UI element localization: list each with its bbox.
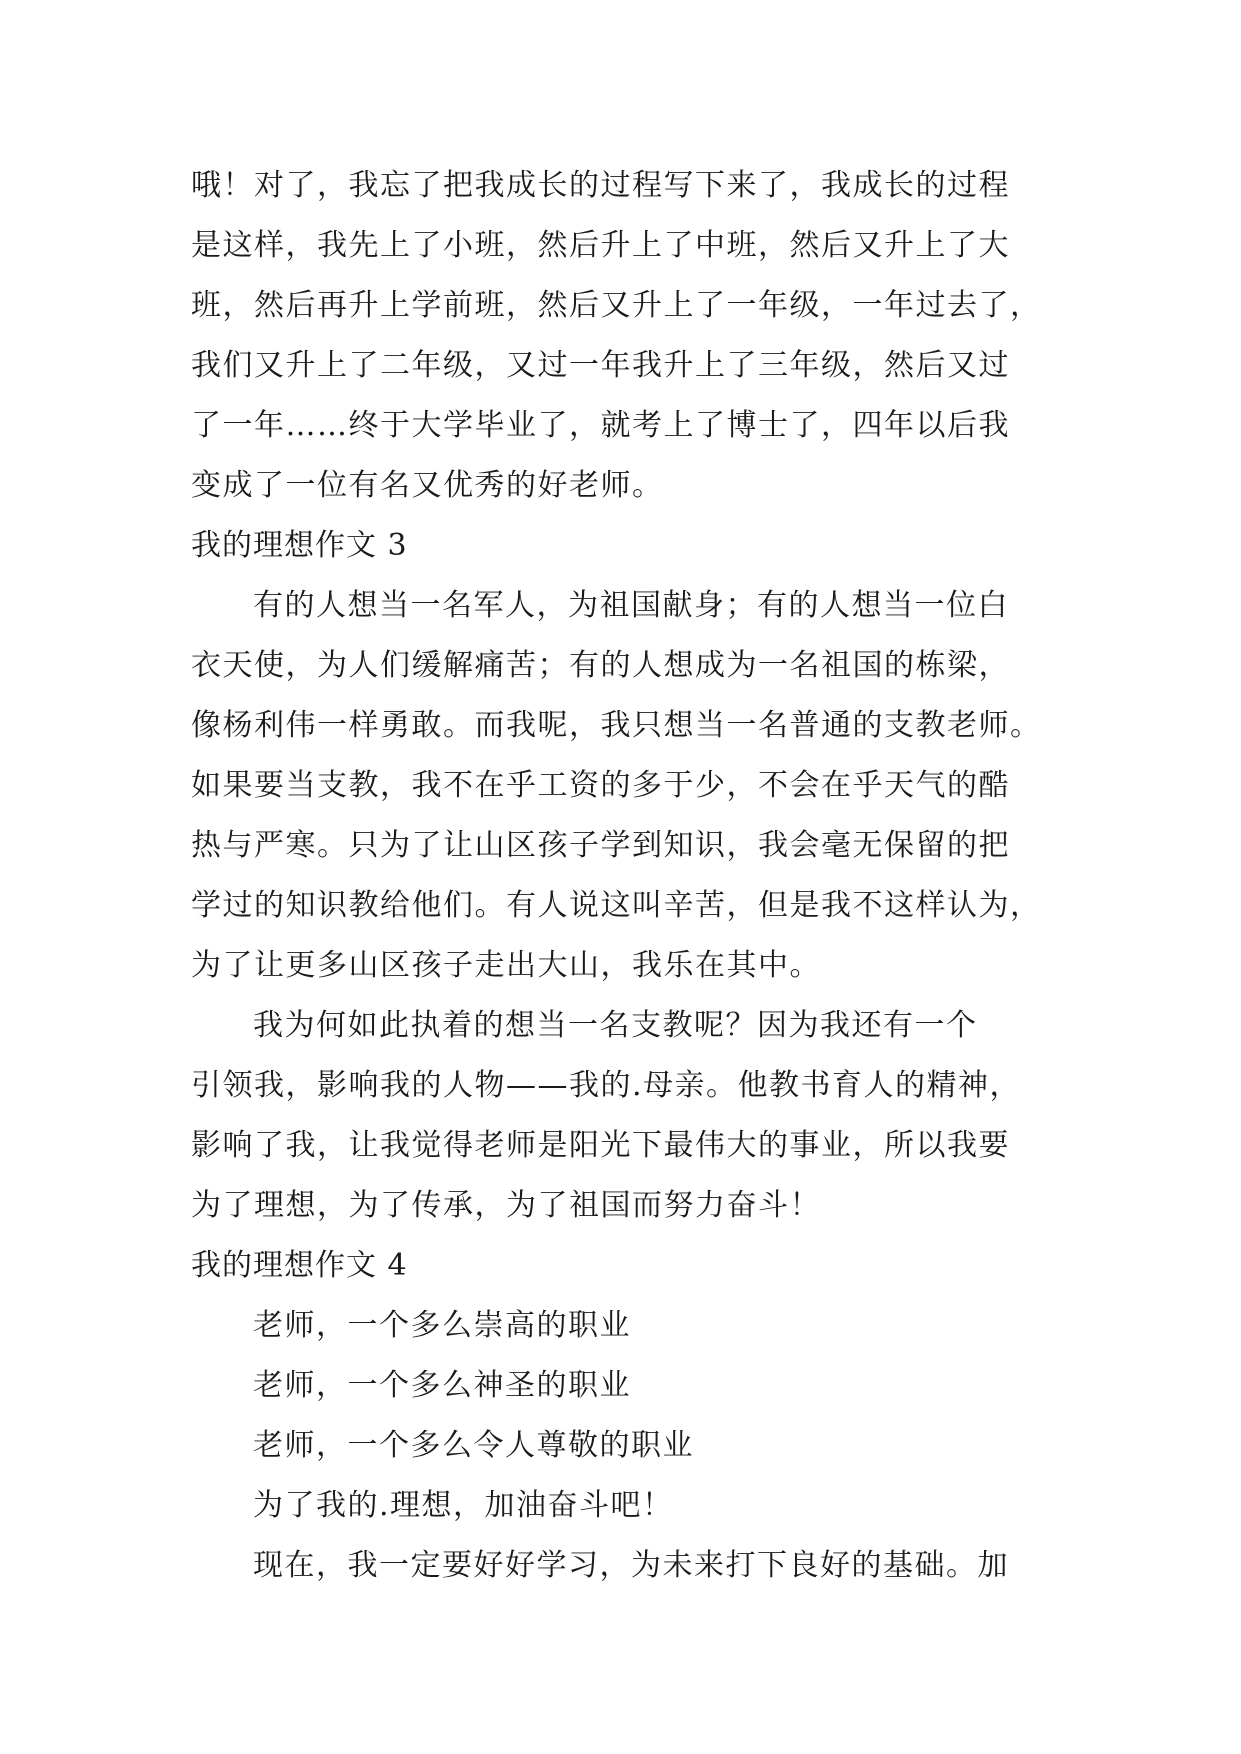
- text-line: 老师，一个多么神圣的职业: [253, 1368, 631, 1403]
- text-line: 了一年……终于大学毕业了，就考上了博士了，四年以后我: [191, 408, 1010, 443]
- text-line: 现在，我一定要好好学习，为未来打下良好的基础。加: [253, 1548, 1009, 1583]
- text-line: 老师，一个多么令人尊敬的职业: [253, 1428, 694, 1463]
- text-line: 我为何如此执着的想当一名支教呢？因为我还有一个: [253, 1008, 978, 1043]
- section3-title: 我的理想作文 3: [191, 528, 408, 563]
- section2-tail-paragraph: [191, 156, 1051, 516]
- text-line: 我们又升上了二年级，又过一年我升上了三年级，然后又过: [191, 348, 1010, 383]
- text-line: 变成了一位有名又优秀的好老师。: [191, 468, 664, 503]
- text-line: 影响了我，让我觉得老师是阳光下最伟大的事业，所以我要: [191, 1128, 1010, 1163]
- text-line: 有的人想当一名军人，为祖国献身；有的人想当一位白: [253, 588, 1009, 623]
- text-line: 班，然后再升上学前班，然后又升上了一年级，一年过去了，: [191, 288, 1042, 323]
- section4-body: [191, 1296, 1051, 1596]
- section3-paragraph-2: [191, 996, 1051, 1236]
- text-line: 为了让更多山区孩子走出大山，我乐在其中。: [191, 948, 821, 983]
- text-line: 热与严寒。只为了让山区孩子学到知识，我会毫无保留的把: [191, 828, 1010, 863]
- text-line: 如果要当支教，我不在乎工资的多于少，不会在乎天气的酷: [191, 768, 1010, 803]
- text-line: 学过的知识教给他们。有人说这叫辛苦，但是我不这样认为，: [191, 888, 1042, 923]
- document-page: [191, 156, 1051, 1596]
- text-line: 像杨利伟一样勇敢。而我呢，我只想当一名普通的支教老师。: [191, 708, 1042, 743]
- section4-title: 我的理想作文 4: [191, 1248, 408, 1283]
- section3-paragraph-1: [191, 576, 1051, 996]
- text-line: 哦！对了，我忘了把我成长的过程写下来了，我成长的过程: [191, 168, 1010, 203]
- text-line: 是这样，我先上了小班，然后升上了中班，然后又升上了大: [191, 228, 1010, 263]
- text-line: 衣天使，为人们缓解痛苦；有的人想成为一名祖国的栋梁，: [191, 648, 1010, 683]
- text-line: 老师，一个多么崇高的职业: [253, 1308, 631, 1343]
- text-line: 为了理想，为了传承，为了祖国而努力奋斗！: [191, 1188, 821, 1223]
- text-line: 为了我的.理想，加油奋斗吧！: [253, 1488, 674, 1523]
- text-line: 引领我，影响我的人物——我的.母亲。他教书育人的精神，: [191, 1068, 1022, 1103]
